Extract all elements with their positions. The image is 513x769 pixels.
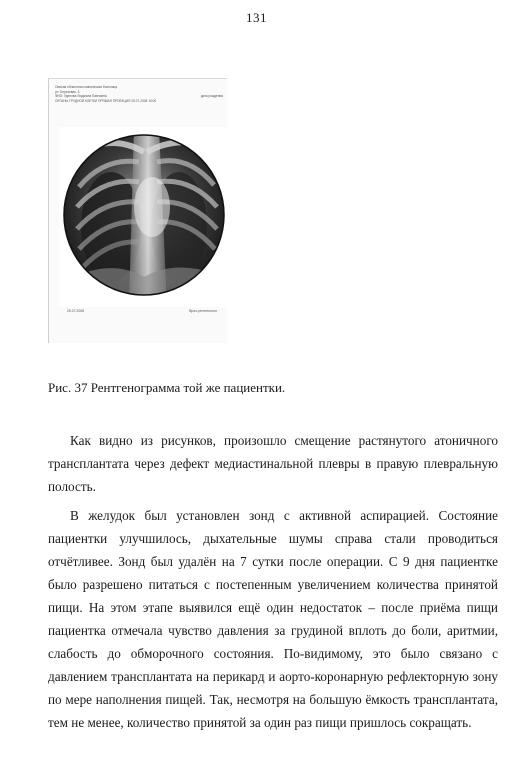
xray-header-line-text: ул. Березовая, 3 [55, 89, 80, 94]
xray-header [55, 85, 223, 103]
paragraph: Как видно из рисунков, произошло смещение растянутого атоничного трансплантата через дефект медиастинальной плевры в правую плевральную полость. [48, 433, 498, 494]
xray-header-line-text: Омская областная клиническая больница [55, 85, 118, 89]
xray-header-line-text: ОРГАНЫ ГРУДНОЙ КЛЕТКИ ПРЯМАЯ ПРОЕКЦИЯ 25.07.2008 10:00 [55, 98, 157, 103]
xray-header-line-text: ФИО: Уделова Людмила Павловна [55, 94, 107, 99]
page-number: 131 [246, 10, 267, 25]
xray-header-line [55, 99, 223, 104]
figure-caption: Рис. 37 Рентгенограмма той же пациентки. [48, 380, 286, 395]
paragraph: В желудок был установлен зонд с активной аспирацией. Состояние пациентки улучшилось, дыхательные шумы справа стали проводиться отчётливее. Зонд был удалён на 7 сутки после операции. С 9 дня пациентке было разрешено питаться с постепенным увеличением количества принятой пищи. На этом этапе выявился ещё один недостаток – после приёма пищи пациентка отмечала чувство давления за грудиной вплоть до боли, аритмии, слабость до обморочного состояния. По-видимому, это было связано с давлением трансплантата на перикард и аорто-коронарную рефлекторную зону по мере наполнения пищей. Так, несмотря на большую ёмкость трансплантата, тем не менее, количество принятой за один раз пищи пришлось сокращать. [48, 508, 498, 730]
xray-footer-date: 25.07.2008 [67, 309, 84, 313]
xray-figure [48, 78, 227, 343]
xray-image [49, 107, 227, 317]
body-text [48, 429, 498, 734]
xray-footer [67, 309, 217, 313]
xray-footer-doctor: Врач-рентгенолог [189, 309, 217, 313]
xray-header-line-aside: дата рождения [200, 94, 223, 99]
